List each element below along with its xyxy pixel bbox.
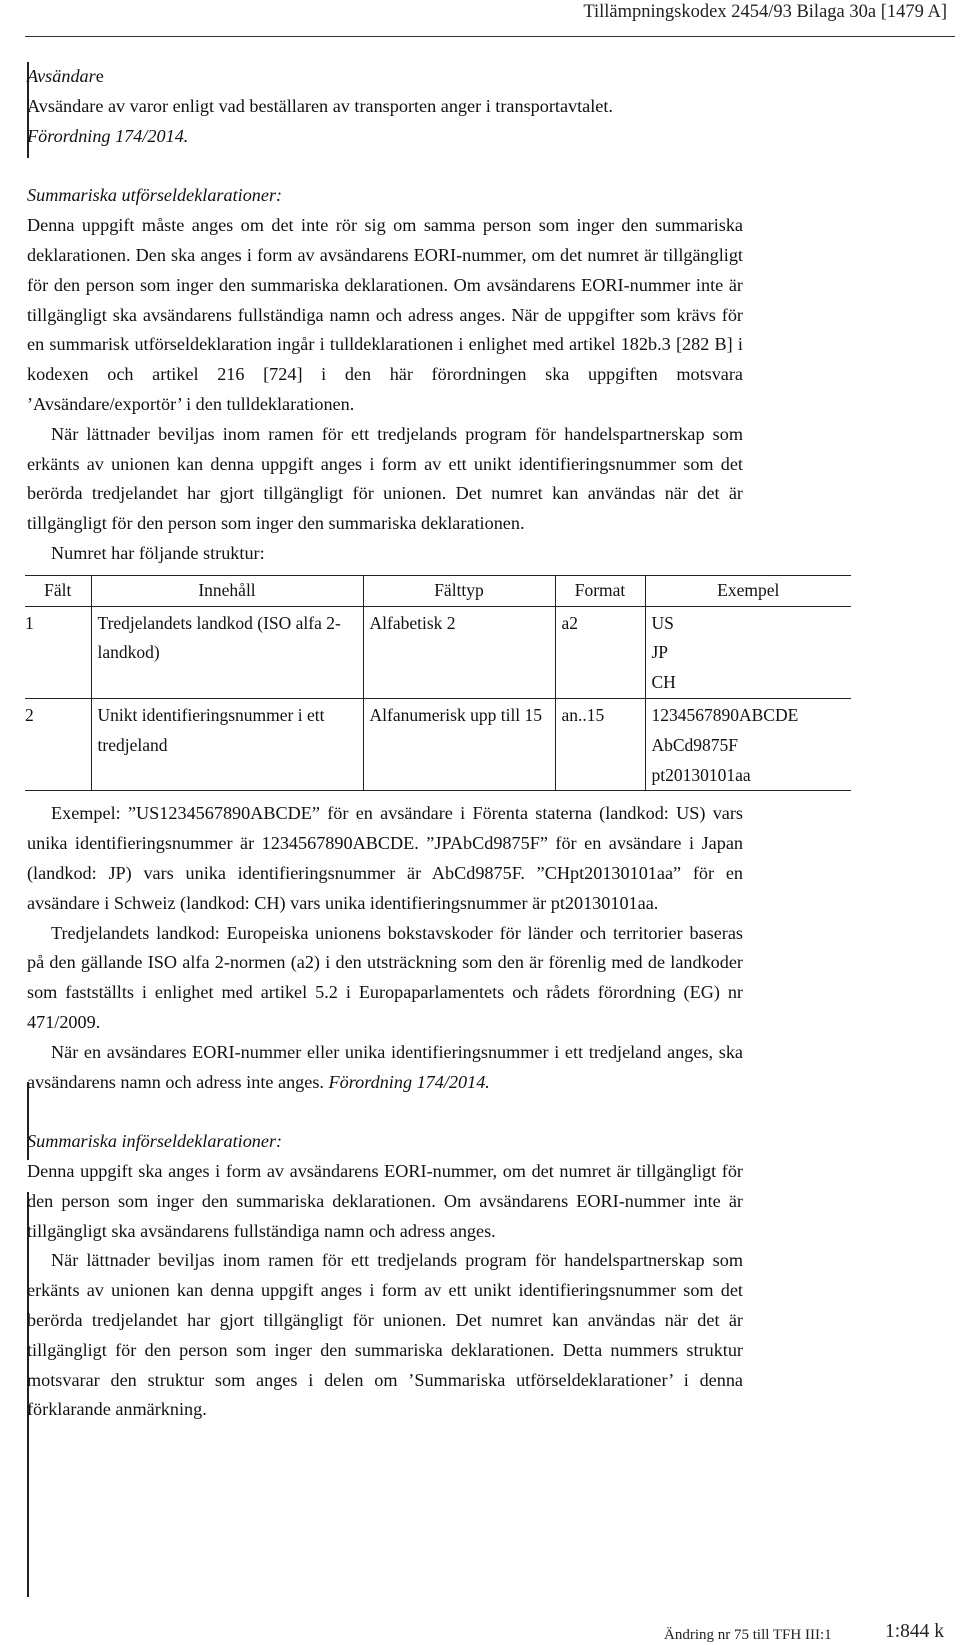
- export-heading: Summariska utförseldeklarationer:: [27, 185, 283, 206]
- table-cell-content: Tredjelandets landkod (ISO alfa 2-landkod): [91, 606, 363, 698]
- table-cell-field: 1: [25, 606, 91, 698]
- section-title-main: Avsändar: [27, 66, 96, 86]
- import-paragraph: När lättnader beviljas inom ramen för ett tredjelands program för handelspartnerskap som erkänts av unionen kan denna uppgift anges i form av ett unikt identifieringsnummer som det berörda tredjelandet har gjort tillgängligt för unionen. Det numret kan användas när det är tillgängligt för den person som inger den summariska deklarationen. Detta nummers struktur motsvarar den struktur som anges i delen om ’Summariska utförseldeklarationer’ i denna förklarande anmärkning.: [27, 1250, 743, 1420]
- regulation-reference: Förordning 174/2014.: [27, 125, 189, 146]
- table-cell-examples: [645, 606, 851, 698]
- example-value: 1234567890ABCDE: [651, 704, 799, 725]
- table-cell-format: a2: [555, 606, 645, 698]
- table-cell-type: Alfabetisk 2: [363, 606, 555, 698]
- amendment-note: Ändring nr 75 till TFH III:1: [664, 1627, 832, 1643]
- export-paragraph: Numret har följande struktur:: [51, 542, 265, 563]
- structure-table: [25, 575, 851, 792]
- column-header: Fälttyp: [363, 575, 555, 606]
- regulation-reference: Förordning 174/2014.: [328, 1071, 490, 1092]
- export-paragraph: Exempel: ”US1234567890ABCDE” för en avsändare i Förenta staterna (landkod: US) vars unika identifieringsnummer är 1234567890ABCDE. ”JPAbCd9875F” för en avsändare i Japan (landkod: JP) vars unika identifieringsnummer är AbCd9875F. ”CHpt20130101aa” för en avsändare i Schweiz (landkod: CH) vars unika identifieringsnummer är pt20130101aa.: [27, 803, 743, 913]
- document-body: [25, 62, 799, 1425]
- page-header: [25, 0, 955, 37]
- column-header: Format: [555, 575, 645, 606]
- example-value: CH: [651, 672, 676, 693]
- example-value: US: [651, 612, 674, 633]
- document-title: Tillämpningskodex 2454/93 Bilaga 30a [1479 A]: [583, 2, 947, 22]
- table-row: [25, 698, 851, 790]
- import-paragraph: Denna uppgift ska anges i form av avsändarens EORI-nummer, om det numret är tillgängligt för den person som inger den summariska deklarationen. Om avsändarens EORI-nummer inte är tillgängligt ska avsändarens fullständiga namn och adress anges.: [27, 1161, 743, 1241]
- table-cell-type: Alfanumerisk upp till 15: [363, 698, 555, 790]
- export-paragraph: Tredjelandets landkod: Europeiska unionens bokstavskoder för länder och territorier baseras på den gällande ISO alfa 2-normen (a2) i den utsträckning som den är förenlig med de landkoder som fastställts i enlighet med artikel 5.2 i Europaparlamentets och rådets förordning (EG) nr 471/2009.: [27, 922, 743, 1032]
- export-paragraph: [27, 1038, 743, 1098]
- table-header-row: [25, 575, 851, 606]
- example-value: pt20130101aa: [651, 764, 751, 785]
- table-cell-field: 2: [25, 698, 91, 790]
- table-row: [25, 606, 851, 698]
- column-header: Exempel: [645, 575, 851, 606]
- section-title-tail: e: [95, 66, 104, 86]
- example-value: AbCd9875F: [651, 734, 739, 755]
- definition-text: Avsändare av varor enligt vad beställaren av transporten anger i transportavtalet.: [27, 95, 613, 116]
- export-paragraph-text: När en avsändares EORI-nummer eller unika identifieringsnummer i ett tredjeland anges, ska avsändarens namn och adress inte anges.: [27, 1041, 743, 1092]
- export-paragraph: Denna uppgift måste anges om det inte rör sig om samma person som inger den summariska deklarationen. Den ska anges i form av avsändarens EORI-nummer, om det numret är tillgängligt för den person som inger den summariska deklarationen. Om avsändarens EORI-nummer inte är tillgängligt ska avsändarens fullständiga namn och adress anges. När de uppgifter som krävs för en summarisk utförseldeklaration ingår i tulldeklarationen i enlighet med artikel 182b.3 [282 B] i kodexen och artikel 216 [724] i den här förordningen ska uppgiften motsvara ’Avsändare/exportör’ i den tulldeklarationen.: [27, 215, 743, 414]
- table-cell-content: Unikt identifieringsnummer i ett tredjeland: [91, 698, 363, 790]
- column-header: Innehåll: [91, 575, 363, 606]
- table-cell-format: an..15: [555, 698, 645, 790]
- export-paragraph: När lättnader beviljas inom ramen för ett tredjelands program för handelspartnerskap som erkänts av unionen kan denna uppgift anges i form av ett unikt identifieringsnummer som det berörda tredjelandet har gjort tillgängligt för unionen. Det numret kan användas när det är tillgängligt för den person som inger den summariska deklarationen.: [27, 423, 743, 534]
- example-value: JP: [651, 642, 669, 663]
- import-heading: Summariska införseldeklarationer:: [27, 1131, 283, 1152]
- page-number: 1:844 k: [885, 1621, 945, 1642]
- column-header: Fält: [25, 575, 91, 606]
- section-title: [27, 62, 743, 92]
- table-cell-examples: [645, 698, 851, 790]
